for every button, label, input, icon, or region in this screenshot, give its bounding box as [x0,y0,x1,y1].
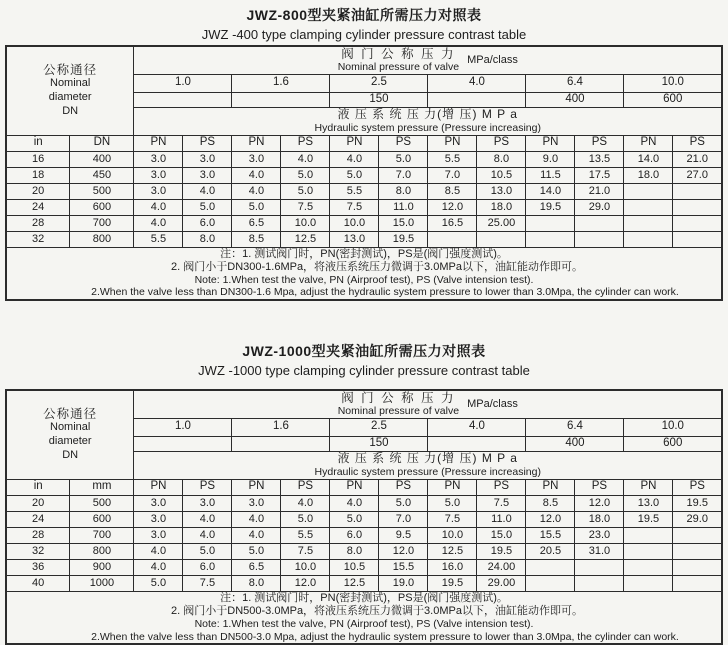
table-cell: 10.0 [281,559,330,575]
table-cell: 4.0 [330,151,379,167]
table-cell [673,575,722,591]
table-cell: 18.0 [477,199,526,215]
table-cell: 5.0 [183,543,232,559]
table-cell: 12.5 [281,231,330,247]
pn-ps-header-cell: PS [281,479,330,495]
table-cell: 4.0 [232,527,281,543]
size-unit-in-header: in [6,135,70,151]
table-cell [673,543,722,559]
pn-ps-header-cell: PS [379,135,428,151]
table-cell: 5.0 [281,511,330,527]
size-unit-mm-header: mm [70,479,134,495]
pn-ps-header-cell: PN [428,135,477,151]
table-cell: 4.0 [134,199,183,215]
nominal-diameter-en-3: DN [62,104,79,117]
table-cell: 7.0 [379,511,428,527]
table-cell: 15.5 [379,559,428,575]
table-cell: 8.0 [330,543,379,559]
nominal-diameter-en-2: diameter [48,435,92,448]
table-cell: 5.5 [428,151,477,167]
table-cell: 4.0 [183,527,232,543]
pn-ps-header-cell: PS [575,135,624,151]
table-cell: 17.5 [575,167,624,183]
table-cell: 12.0 [526,511,575,527]
hydraulic-pressure-zh: 液 压 系 统 压 力(增 压) M P a [337,451,518,466]
table-cell: 8.0 [183,231,232,247]
pn-ps-header-cell: PS [183,479,232,495]
notes-cell [6,247,722,300]
table-row [6,527,722,543]
table-cell: 5.0 [134,575,183,591]
table-cell: 18.0 [624,167,673,183]
table-cell: 19.0 [379,575,428,591]
table-row [6,231,722,247]
table-cell: 7.5 [477,495,526,511]
pn-ps-header-cell: PN [330,135,379,151]
table-cell [477,231,526,247]
pressure-class-cell: 10.0 [624,418,722,436]
table-cell: 12.0 [379,543,428,559]
table-row [6,575,722,591]
valve-pressure-header [134,390,722,418]
pressure-class-cell: 6.4 [526,418,624,436]
notes-cell [6,591,722,644]
nominal-diameter-header [6,46,134,135]
table-cell [624,559,673,575]
nominal-diameter-zh: 公称通径 [43,407,98,421]
table-cell: 7.5 [281,199,330,215]
table-cell: 14.0 [624,151,673,167]
table-cell: 8.5 [232,231,281,247]
note-zh-2: 2. 阀门小于DN300-1.6MPa，将液压系统压力微调于3.0MPa以下，油缸能动作即可。 [171,260,583,273]
table-cell [575,231,624,247]
table-cell: 3.0 [232,151,281,167]
nominal-diameter-en-1: Nominal [50,77,91,90]
table-cell: 9.5 [379,527,428,543]
pressure-table-1-body [6,151,722,247]
table-row [6,495,722,511]
table-cell: 29.0 [673,511,722,527]
table-cell: 5.0 [232,543,281,559]
table-cell: 7.0 [379,167,428,183]
table-cell: 16.5 [428,215,477,231]
table-cell: 800 [70,231,134,247]
class-rating-cell: 400 [526,92,624,107]
table-cell: 23.0 [575,527,624,543]
pn-ps-header-cell: PN [526,135,575,151]
table-cell: 36 [6,559,70,575]
table-cell: 700 [70,527,134,543]
table-cell: 5.0 [183,199,232,215]
table-cell: 16 [6,151,70,167]
table-row [6,511,722,527]
table-row [6,167,722,183]
table-cell: 11.0 [477,511,526,527]
table-cell: 5.0 [379,495,428,511]
pressure-class-cell: 4.0 [428,418,526,436]
pn-ps-header-cell: PS [379,479,428,495]
table-cell: 12.0 [575,495,624,511]
table-cell: 9.0 [526,151,575,167]
valve-pressure-header-row [6,390,722,418]
table1-title-zh: JWZ-800型夹紧油缸所需压力对照表 [246,7,482,23]
table-cell: 32 [6,231,70,247]
table-cell [575,575,624,591]
pn-ps-header-cell: PN [624,135,673,151]
table-cell: 6.0 [183,559,232,575]
pressure-unit-label: MPa/class [467,397,518,410]
pn-ps-header-cell: PN [134,135,183,151]
table-cell: 13.0 [624,495,673,511]
table-cell [575,215,624,231]
class-rating-cell: 400 [526,436,624,451]
table-cell: 11.5 [526,167,575,183]
table-cell: 6.5 [232,215,281,231]
table-row [6,559,722,575]
table-cell: 19.5 [624,511,673,527]
valve-pressure-zh: 阀 门 公 称 压 力 [341,391,456,406]
table-cell: 14.0 [526,183,575,199]
pn-ps-header-cell: PN [330,479,379,495]
note-en-1: Note: 1.When test the valve, PN (Airproof test), PS (Valve intension test). [194,617,534,630]
pressure-class-cell: 1.6 [232,418,330,436]
note-zh-1: 注：1. 测试阀门时，PN(密封测试)，PS是(阀门强度测试)。 [220,247,508,260]
table-cell [624,575,673,591]
notes-row [6,247,722,300]
table-cell: 10.0 [281,215,330,231]
table-cell: 3.0 [134,495,183,511]
pn-ps-header-cell: PS [281,135,330,151]
table-cell: 7.5 [281,543,330,559]
table-cell: 27.0 [673,167,722,183]
table-cell: 900 [70,559,134,575]
table-cell [575,559,624,575]
nominal-diameter-header [6,390,134,479]
table-cell [526,559,575,575]
pn-ps-header-cell: PS [477,135,526,151]
table-cell: 7.5 [183,575,232,591]
table-cell: 500 [70,495,134,511]
valve-pressure-zh: 阀 门 公 称 压 力 [341,47,456,62]
table-cell: 19.5 [673,495,722,511]
class-rating-cell [428,92,526,107]
hydraulic-pressure-header [134,451,722,479]
table-cell: 4.0 [232,167,281,183]
valve-pressure-header [134,46,722,74]
valve-pressure-header-row [6,46,722,74]
table-cell: 25.00 [477,215,526,231]
table-cell: 20.5 [526,543,575,559]
table-cell: 4.0 [134,215,183,231]
pressure-class-cell: 4.0 [428,74,526,92]
valve-pressure-en: Nominal pressure of valve [337,405,460,418]
table-cell: 12.5 [428,543,477,559]
table-cell: 32 [6,543,70,559]
table-cell [673,199,722,215]
nominal-diameter-en-1: Nominal [50,421,91,434]
table1-title-en: JWZ -400 type clamping cylinder pressure contrast table [201,27,527,42]
table-cell: 5.0 [428,495,477,511]
table-cell: 8.5 [428,183,477,199]
table2-title-zh: JWZ-1000型夹紧油缸所需压力对照表 [242,343,486,360]
table-cell [624,215,673,231]
table-cell: 4.0 [281,495,330,511]
class-rating-cell: 600 [624,92,722,107]
class-rating-cell [232,92,330,107]
table-cell: 29.00 [477,575,526,591]
table-cell: 7.5 [428,511,477,527]
table-cell: 40 [6,575,70,591]
table-cell [526,575,575,591]
table-cell: 4.0 [232,183,281,199]
table-cell: 400 [70,151,134,167]
table-cell: 18.0 [575,511,624,527]
pn-ps-header-cell: PS [575,479,624,495]
table-cell: 4.0 [134,543,183,559]
table-cell: 12.0 [428,199,477,215]
table-cell [526,215,575,231]
pn-ps-header-cell: PN [232,135,281,151]
class-rating-cell [428,436,526,451]
pressure-class-cell: 1.0 [134,74,232,92]
pn-ps-header-cell: PS [183,135,232,151]
table-cell: 19.5 [526,199,575,215]
nominal-diameter-en-3: DN [62,448,79,461]
table-row [6,151,722,167]
table-cell: 4.0 [281,151,330,167]
table-cell: 15.5 [526,527,575,543]
table-cell [624,231,673,247]
table-cell: 11.0 [379,199,428,215]
table-cell: 8.5 [526,495,575,511]
hydraulic-pressure-zh: 液 压 系 统 压 力(增 压) M P a [337,107,518,122]
note-en-1: Note: 1.When test the valve, PN (Airproof test), PS (Valve intension test). [194,273,534,286]
pn-ps-header-cell: PS [673,479,722,495]
table-cell: 4.0 [330,495,379,511]
table-cell: 10.0 [428,527,477,543]
table-cell: 28 [6,527,70,543]
class-rating-cell [134,92,232,107]
pressure-table-1 [5,45,723,301]
valve-pressure-en: Nominal pressure of valve [337,61,460,74]
table-cell [624,543,673,559]
table-row [6,215,722,231]
pressure-class-cell: 6.4 [526,74,624,92]
table-cell: 19.5 [477,543,526,559]
class-rating-cell: 600 [624,436,722,451]
column-header-row [6,479,722,495]
table-cell: 31.0 [575,543,624,559]
table-cell: 3.0 [232,495,281,511]
note-zh-1: 注：1. 测试阀门时，PN(密封测试)，PS是(阀门强度测试)。 [220,591,508,604]
class-rating-cell: 150 [330,92,428,107]
table-cell: 16.0 [428,559,477,575]
table-cell [673,231,722,247]
table-cell [624,199,673,215]
table-cell: 5.0 [281,183,330,199]
class-rating-cell: 150 [330,436,428,451]
pn-ps-header-cell: PS [673,135,722,151]
table-cell: 5.0 [232,199,281,215]
table-cell: 450 [70,167,134,183]
hydraulic-pressure-header [134,107,722,135]
table-cell: 20 [6,495,70,511]
table-cell: 28 [6,215,70,231]
hydraulic-pressure-en: Hydraulic system pressure (Pressure increasing) [314,121,541,134]
table-cell: 10.5 [477,167,526,183]
nominal-diameter-zh: 公称通径 [43,62,98,77]
table-cell: 24 [6,199,70,215]
pn-ps-header-cell: PN [134,479,183,495]
table-cell: 13.0 [477,183,526,199]
table-cell: 10.5 [330,559,379,575]
nominal-diameter-en-2: diameter [48,91,92,104]
pn-ps-header-cell: PN [624,479,673,495]
table-cell: 29.0 [575,199,624,215]
table-row [6,199,722,215]
table-cell [526,231,575,247]
table-cell: 5.5 [281,527,330,543]
table-cell: 10.0 [330,215,379,231]
pressure-unit-label: MPa/class [467,53,518,66]
table-cell: 5.0 [330,167,379,183]
table-cell: 15.0 [477,527,526,543]
table-cell: 4.0 [183,183,232,199]
table-cell: 18 [6,167,70,183]
table-cell: 8.0 [232,575,281,591]
table-cell: 7.5 [330,199,379,215]
table-cell [673,215,722,231]
table-cell [673,527,722,543]
table-row [6,543,722,559]
table-cell: 500 [70,183,134,199]
table-cell [673,559,722,575]
pressure-class-cell: 1.0 [134,418,232,436]
table-cell: 3.0 [134,167,183,183]
table-cell: 700 [70,215,134,231]
table-cell: 6.5 [232,559,281,575]
pn-ps-header-cell: PN [526,479,575,495]
table-cell [673,183,722,199]
table-cell: 8.0 [477,151,526,167]
size-unit-in-header: in [6,479,70,495]
table-cell: 8.0 [379,183,428,199]
table-cell: 3.0 [183,495,232,511]
table-cell: 4.0 [232,511,281,527]
pressure-class-cell: 2.5 [330,74,428,92]
pn-ps-header-cell: PS [477,479,526,495]
table-cell: 19.5 [379,231,428,247]
table-cell [624,527,673,543]
table-cell: 24 [6,511,70,527]
table-cell: 21.0 [673,151,722,167]
table-cell: 15.0 [379,215,428,231]
pressure-table-section-jwz800 [0,0,728,301]
table-cell: 600 [70,511,134,527]
table-cell: 3.0 [134,511,183,527]
pressure-table-2 [5,389,723,645]
class-rating-cell [134,436,232,451]
table-cell: 5.0 [330,511,379,527]
size-unit-dn-header: DN [70,135,134,151]
table-cell: 3.0 [183,151,232,167]
note-en-2: 2.When the valve less than DN300-1.6 Mpa, adjust the hydraulic system pressure to lower than 3.0Mpa, the cylinder can work. [91,286,679,299]
pressure-table-2-body [6,495,722,591]
table-cell [428,231,477,247]
table-cell: 12.5 [330,575,379,591]
table-cell: 12.0 [281,575,330,591]
table-cell: 13.0 [330,231,379,247]
table-cell: 6.0 [183,215,232,231]
table-cell [624,183,673,199]
notes-row [6,591,722,644]
table-cell: 24.00 [477,559,526,575]
table-cell: 7.0 [428,167,477,183]
pressure-class-cell: 1.6 [232,74,330,92]
pn-ps-header-cell: PN [232,479,281,495]
table-cell: 1000 [70,575,134,591]
pn-ps-header-cell: PN [428,479,477,495]
pressure-class-cell: 10.0 [624,74,722,92]
table-cell: 3.0 [183,167,232,183]
table-cell: 3.0 [134,151,183,167]
table-cell: 5.0 [379,151,428,167]
table-row [6,183,722,199]
column-header-row [6,135,722,151]
hydraulic-pressure-en: Hydraulic system pressure (Pressure increasing) [314,465,541,478]
table-cell: 6.0 [330,527,379,543]
table-cell: 4.0 [134,559,183,575]
table-cell: 4.0 [183,511,232,527]
table-cell: 21.0 [575,183,624,199]
note-zh-2: 2. 阀门小于DN500-3.0MPa，将液压系统压力微调于3.0MPa以下，油缸能动作即可。 [171,604,583,617]
table-cell: 5.5 [330,183,379,199]
pressure-table-section-jwz1000 [0,301,728,645]
table-cell: 600 [70,199,134,215]
table-cell: 5.0 [281,167,330,183]
table-cell: 5.5 [134,231,183,247]
pressure-class-cell: 2.5 [330,418,428,436]
class-rating-cell [232,436,330,451]
table-cell: 3.0 [134,527,183,543]
table-cell: 19.5 [428,575,477,591]
table-cell: 13.5 [575,151,624,167]
table-cell: 20 [6,183,70,199]
table-cell: 3.0 [134,183,183,199]
note-en-2: 2.When the valve less than DN500-3.0 Mpa, adjust the hydraulic system pressure to lower than 3.0Mpa, the cylinder can work. [91,630,679,643]
table-cell: 800 [70,543,134,559]
table2-title-en: JWZ -1000 type clamping cylinder pressure contrast table [198,363,530,379]
